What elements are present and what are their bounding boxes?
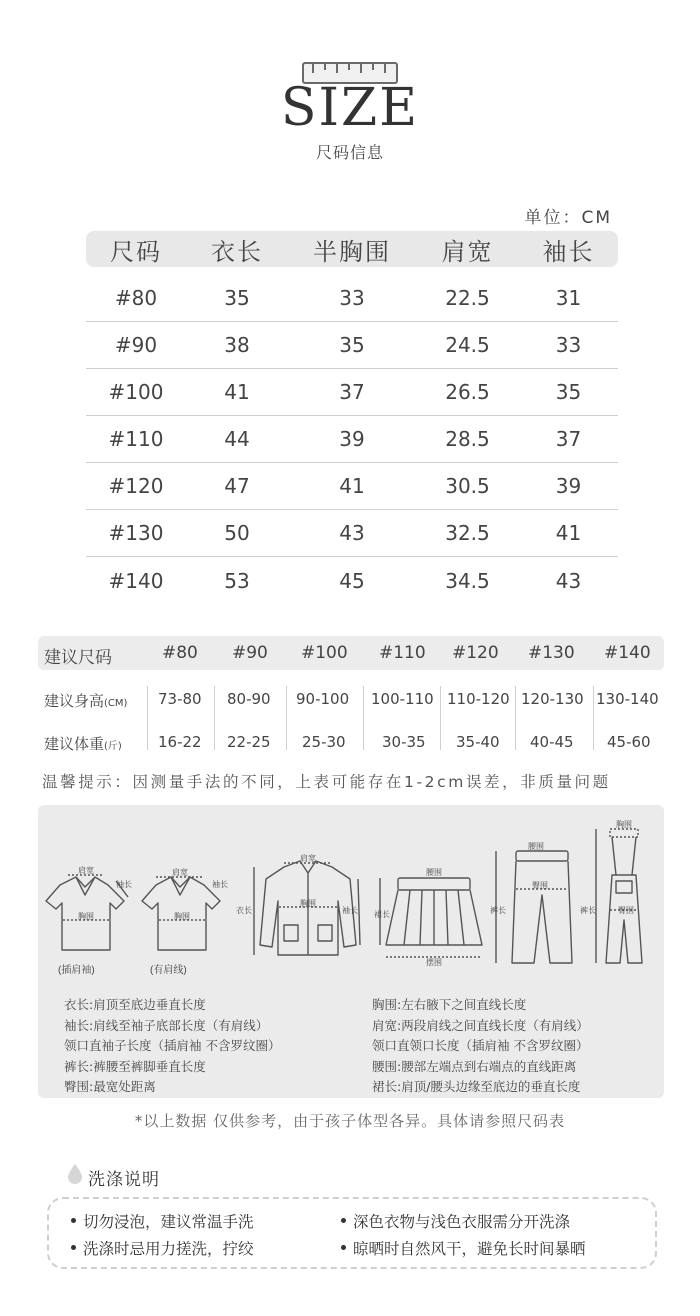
cell: #80 (114, 286, 158, 310)
cell: 41 (224, 380, 250, 404)
label-pants-length: 裤长 (490, 906, 506, 915)
definitions-right (372, 995, 589, 1098)
weight-value: 16-22 (158, 733, 202, 751)
water-drop-icon (67, 1163, 83, 1185)
page-title: SIZE (280, 78, 420, 138)
recommend-header (38, 636, 664, 670)
cell: 28.5 (445, 427, 490, 451)
label-shoulder: 肩宽 (300, 854, 316, 863)
cell: 39 (339, 427, 365, 451)
unit-label: 单位：CM (524, 208, 612, 228)
label-raglan: (插肩袖) (58, 965, 95, 976)
definition: 胸围:左右腋下之间直线长度 (372, 997, 527, 1012)
label-chest: 胸围 (300, 899, 316, 908)
washing-box (47, 1197, 657, 1269)
page-subtitle: 尺码信息 (315, 143, 384, 162)
cell: 33 (339, 286, 365, 310)
weight-value: 25-30 (302, 733, 346, 751)
label-sleeve: 袖长 (116, 880, 132, 889)
size-table (86, 231, 618, 604)
header-cell: 袖长 (542, 237, 595, 266)
definition: 臀围:最宽处距离 (64, 1079, 156, 1094)
height-label: 建议身高(CM) (44, 692, 128, 710)
label-setin: (有肩线) (150, 965, 187, 976)
header-cell: 肩宽 (441, 237, 494, 266)
label-chest: 胸围 (174, 912, 190, 921)
definition: 领口直领口长度（插肩袖 不含罗纹圈） (372, 1038, 589, 1053)
skirt-icon (380, 878, 482, 957)
definition: 腰围:腰部左端点到右端点的直线距离 (372, 1058, 577, 1074)
washing-item: 深色衣物与浅色衣服需分开洗涤 (341, 1210, 570, 1232)
table-row (86, 557, 618, 604)
weight-value: 30-35 (382, 733, 426, 751)
cell: 43 (555, 568, 582, 593)
height-value: 80-90 (227, 690, 271, 708)
label-chest: 胸围 (616, 820, 632, 829)
washing-item: 洗涤时忌用力搓洗，拧绞 (71, 1237, 254, 1259)
washing-item: 晾晒时自然风干，避免长时间暴晒 (341, 1237, 586, 1259)
label-shoulder: 肩宽 (172, 868, 188, 877)
cell: 41 (339, 474, 365, 498)
cell: 37 (555, 427, 582, 451)
table-row (86, 463, 618, 510)
label-shoulder: 肩宽 (78, 866, 94, 875)
cell: 45 (339, 568, 365, 593)
overalls-icon (596, 829, 642, 963)
cell: 53 (224, 568, 250, 593)
cell: #140 (108, 568, 164, 593)
height-value: 90-100 (296, 690, 350, 708)
height-value: 100-110 (371, 690, 434, 708)
label-hip: 臀围 (618, 906, 634, 915)
header-cell: 半胸围 (313, 237, 391, 266)
definition: 袖长:肩线至袖子底部长度（有肩线） (64, 1017, 269, 1033)
recommend-size: #130 (528, 643, 575, 663)
header (0, 0, 700, 180)
cell: 50 (224, 521, 250, 545)
recommend-size: #90 (232, 643, 268, 663)
definition: 肩宽:两段肩线之间直线长度（有肩线） (372, 1017, 589, 1033)
definition: 领口直袖子长度（插肩袖 不含罗纹圈） (64, 1038, 281, 1053)
cell: 37 (339, 380, 365, 404)
label-skirt-length: 裙长 (374, 910, 390, 919)
label-sleeve: 袖长 (212, 880, 228, 889)
height-value: 130-140 (596, 690, 659, 708)
cell: 30.5 (445, 474, 490, 498)
cell: 34.5 (445, 568, 490, 593)
cell: 35 (224, 286, 250, 310)
washing-item: 切勿浸泡，建议常温手洗 (71, 1210, 254, 1232)
cell: 35 (555, 380, 582, 404)
label-waist: 腰围 (426, 868, 442, 877)
cell: 47 (224, 474, 250, 498)
cell: 24.5 (445, 333, 490, 357)
weight-value: 35-40 (456, 733, 500, 751)
label-pants-length: 裤长 (580, 906, 596, 915)
height-value: 110-120 (447, 690, 510, 708)
recommend-size: #80 (162, 643, 198, 663)
label-waist: 腰围 (528, 842, 544, 851)
cell: 22.5 (445, 286, 490, 310)
cell: 41 (555, 521, 582, 545)
size-table-header (86, 231, 618, 267)
cell: 26.5 (445, 380, 490, 404)
table-row (86, 510, 618, 557)
definition: 衣长:肩顶至底边垂直长度 (64, 997, 206, 1012)
label-sleeve: 袖长 (342, 906, 358, 915)
cell: #100 (108, 380, 164, 404)
header-cell: 尺码 (110, 237, 162, 266)
label-chest: 胸围 (78, 912, 94, 921)
recommend-size: #120 (452, 643, 499, 663)
cell: #90 (114, 333, 158, 357)
height-value: 120-130 (521, 690, 584, 708)
height-row (38, 690, 664, 720)
weight-value: 45-60 (607, 733, 651, 751)
definitions-left (64, 995, 280, 1098)
cell: 33 (555, 333, 582, 357)
cell: #120 (108, 474, 164, 498)
recommend-size: #140 (604, 643, 651, 663)
cell: 38 (224, 333, 250, 357)
cell: 43 (339, 521, 365, 545)
weight-label: 建议体重(斤) (44, 735, 122, 753)
cell: #130 (108, 521, 164, 545)
recommend-size: #110 (379, 643, 426, 663)
definition: 裙长:肩顶/腰头边缘至底边的垂直长度 (372, 1079, 581, 1094)
weight-value: 40-45 (530, 733, 574, 751)
table-row (86, 369, 618, 416)
label-hip: 臀围 (532, 881, 548, 890)
recommend-size: #100 (301, 643, 348, 663)
recommend-header-label: 建议尺码 (44, 648, 112, 668)
weight-value: 22-25 (227, 733, 271, 751)
cell: 44 (224, 427, 250, 451)
label-hem: 摆围 (426, 958, 442, 967)
weight-row (38, 733, 664, 763)
definition: 裤长:裤腰至裤脚垂直长度 (64, 1058, 206, 1074)
cell: 35 (339, 333, 365, 357)
tip-text: 温馨提示：因测量手法的不同，上表可能存在1-2cm误差，非质量问题 (42, 773, 611, 791)
cell: #110 (108, 427, 164, 451)
table-row (86, 275, 618, 322)
label-length: 衣长 (236, 906, 252, 915)
cell: 31 (555, 286, 582, 310)
table-row (86, 416, 618, 463)
header-cell: 衣长 (211, 237, 263, 266)
washing-title: 洗涤说明 (88, 1170, 160, 1190)
reference-note: *以上数据 仅供参考，由于孩子体型各异。具体请参照尺码表 (134, 1112, 566, 1130)
table-row (86, 322, 618, 369)
measurement-panel (38, 805, 664, 1098)
cell: 32.5 (445, 521, 490, 545)
height-value: 73-80 (158, 690, 202, 708)
pants-icon (496, 851, 572, 963)
cell: 39 (555, 474, 582, 498)
